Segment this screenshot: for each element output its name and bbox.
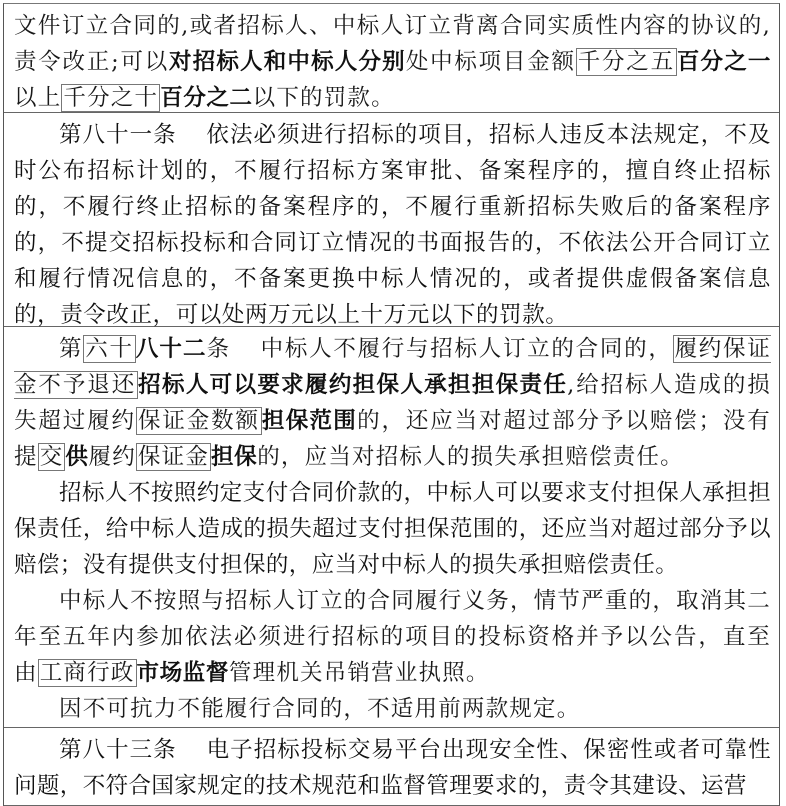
added-text: 市场监督 (136, 660, 229, 686)
text-segment: ,给招标人造成的损失超过履约 (14, 372, 771, 434)
article-prefix: 第 (59, 336, 84, 362)
article-suffix: 条 (206, 336, 231, 362)
deleted-text-box: 交 (39, 444, 64, 470)
deleted-text-box: 工商行政 (39, 660, 135, 686)
text-segment: 文件订立合同的,或者招标人、中标人订立背离合同实质性内容的协议的,责令改正;可以 (14, 13, 771, 75)
paragraph: 因不可抗力不能履行合同的，不适用前两款规定。 (59, 696, 581, 722)
paragraph (14, 331, 771, 475)
deleted-text-box: 六十 (85, 336, 134, 362)
table-row-article-80-tail (4, 4, 779, 113)
text-segment: 履约 (88, 444, 136, 470)
text-segment: 以上 (14, 85, 62, 111)
article-text: 电子招标投标交易平台出现安全性、保密性或者可靠性问题，不符合国家规定的技术规范和监督管理要求的，责令其建设、运营 (14, 737, 771, 799)
text-segment: 以下的罚款。 (252, 85, 395, 111)
deleted-text-box: 履约保证金不予退还 (14, 336, 771, 398)
added-text: 担保范围 (261, 408, 358, 434)
text-segment: 处中标项目金额 (405, 49, 576, 75)
deleted-text-box: 保证金 (137, 444, 210, 470)
deleted-text-box: 保证金数额 (137, 408, 260, 434)
table-row-article-81 (4, 113, 779, 327)
article-number: 第八十一条 (59, 122, 177, 148)
table-row-article-83 (4, 728, 779, 806)
table-row-article-82 (4, 327, 779, 728)
paragraph (14, 732, 771, 804)
paragraph (14, 117, 771, 333)
added-text: 百分之一 (676, 49, 771, 75)
paragraph (14, 8, 771, 116)
added-text: 对招标人和中标人分别 (169, 49, 406, 75)
deleted-text-box: 千分之十 (63, 85, 159, 111)
text-segment: 中标人不按照与招标人订立的合同履行义务，情节严重的，取消其二年至五年内参加依法必须进行招标的项目的投标资格并予以公告，直至由 (14, 588, 771, 686)
added-text: 供 (65, 444, 89, 470)
article-text: 依法必须进行招标的项目，招标人违反本法规定，不及时公布招标计划的，不履行招标方案审批、备案程序的，擅自终止招标的，不履行终止招标的备案程序的，不履行重新招标失败后的备案程序的，不提交招标投标和合同订立情况的书面报告的，不依法公开合同订立和履行情况信息的，不备案更换中标人情况的，或者提供虚假备案信息的，责令改正，可以处两万元以上十万元以下的罚款。 (14, 122, 771, 328)
comparison-table (3, 3, 780, 806)
text-segment: 的，应当对招标人的损失承担赔偿责任。 (257, 444, 684, 470)
added-text: 百分之二 (160, 85, 253, 111)
paragraph (14, 583, 771, 691)
text-segment: 中标人不履行与招标人订立的合同的， (260, 336, 673, 362)
text-segment: 的，还应当对超过部分予以赔偿；没有提 (14, 408, 771, 470)
added-paragraph: 招标人不按照约定支付合同价款的，中标人可以要求支付担保人承担担保责任，给中标人造成的损失超过支付担保范围的，还应当对超过部分予以赔偿；没有提供支付担保的，应当对中标人的损失承担赔偿责任。 (14, 480, 771, 578)
article-number: 第八十三条 (59, 737, 177, 763)
text-segment: 管理机关吊销营业执照。 (228, 660, 490, 686)
added-text: 招标人可以要求履约担保人承担担保责任 (138, 372, 568, 398)
added-text: 八十二 (135, 336, 207, 362)
added-text: 担保 (211, 444, 258, 470)
deleted-text-box: 千分之五 (577, 49, 675, 75)
